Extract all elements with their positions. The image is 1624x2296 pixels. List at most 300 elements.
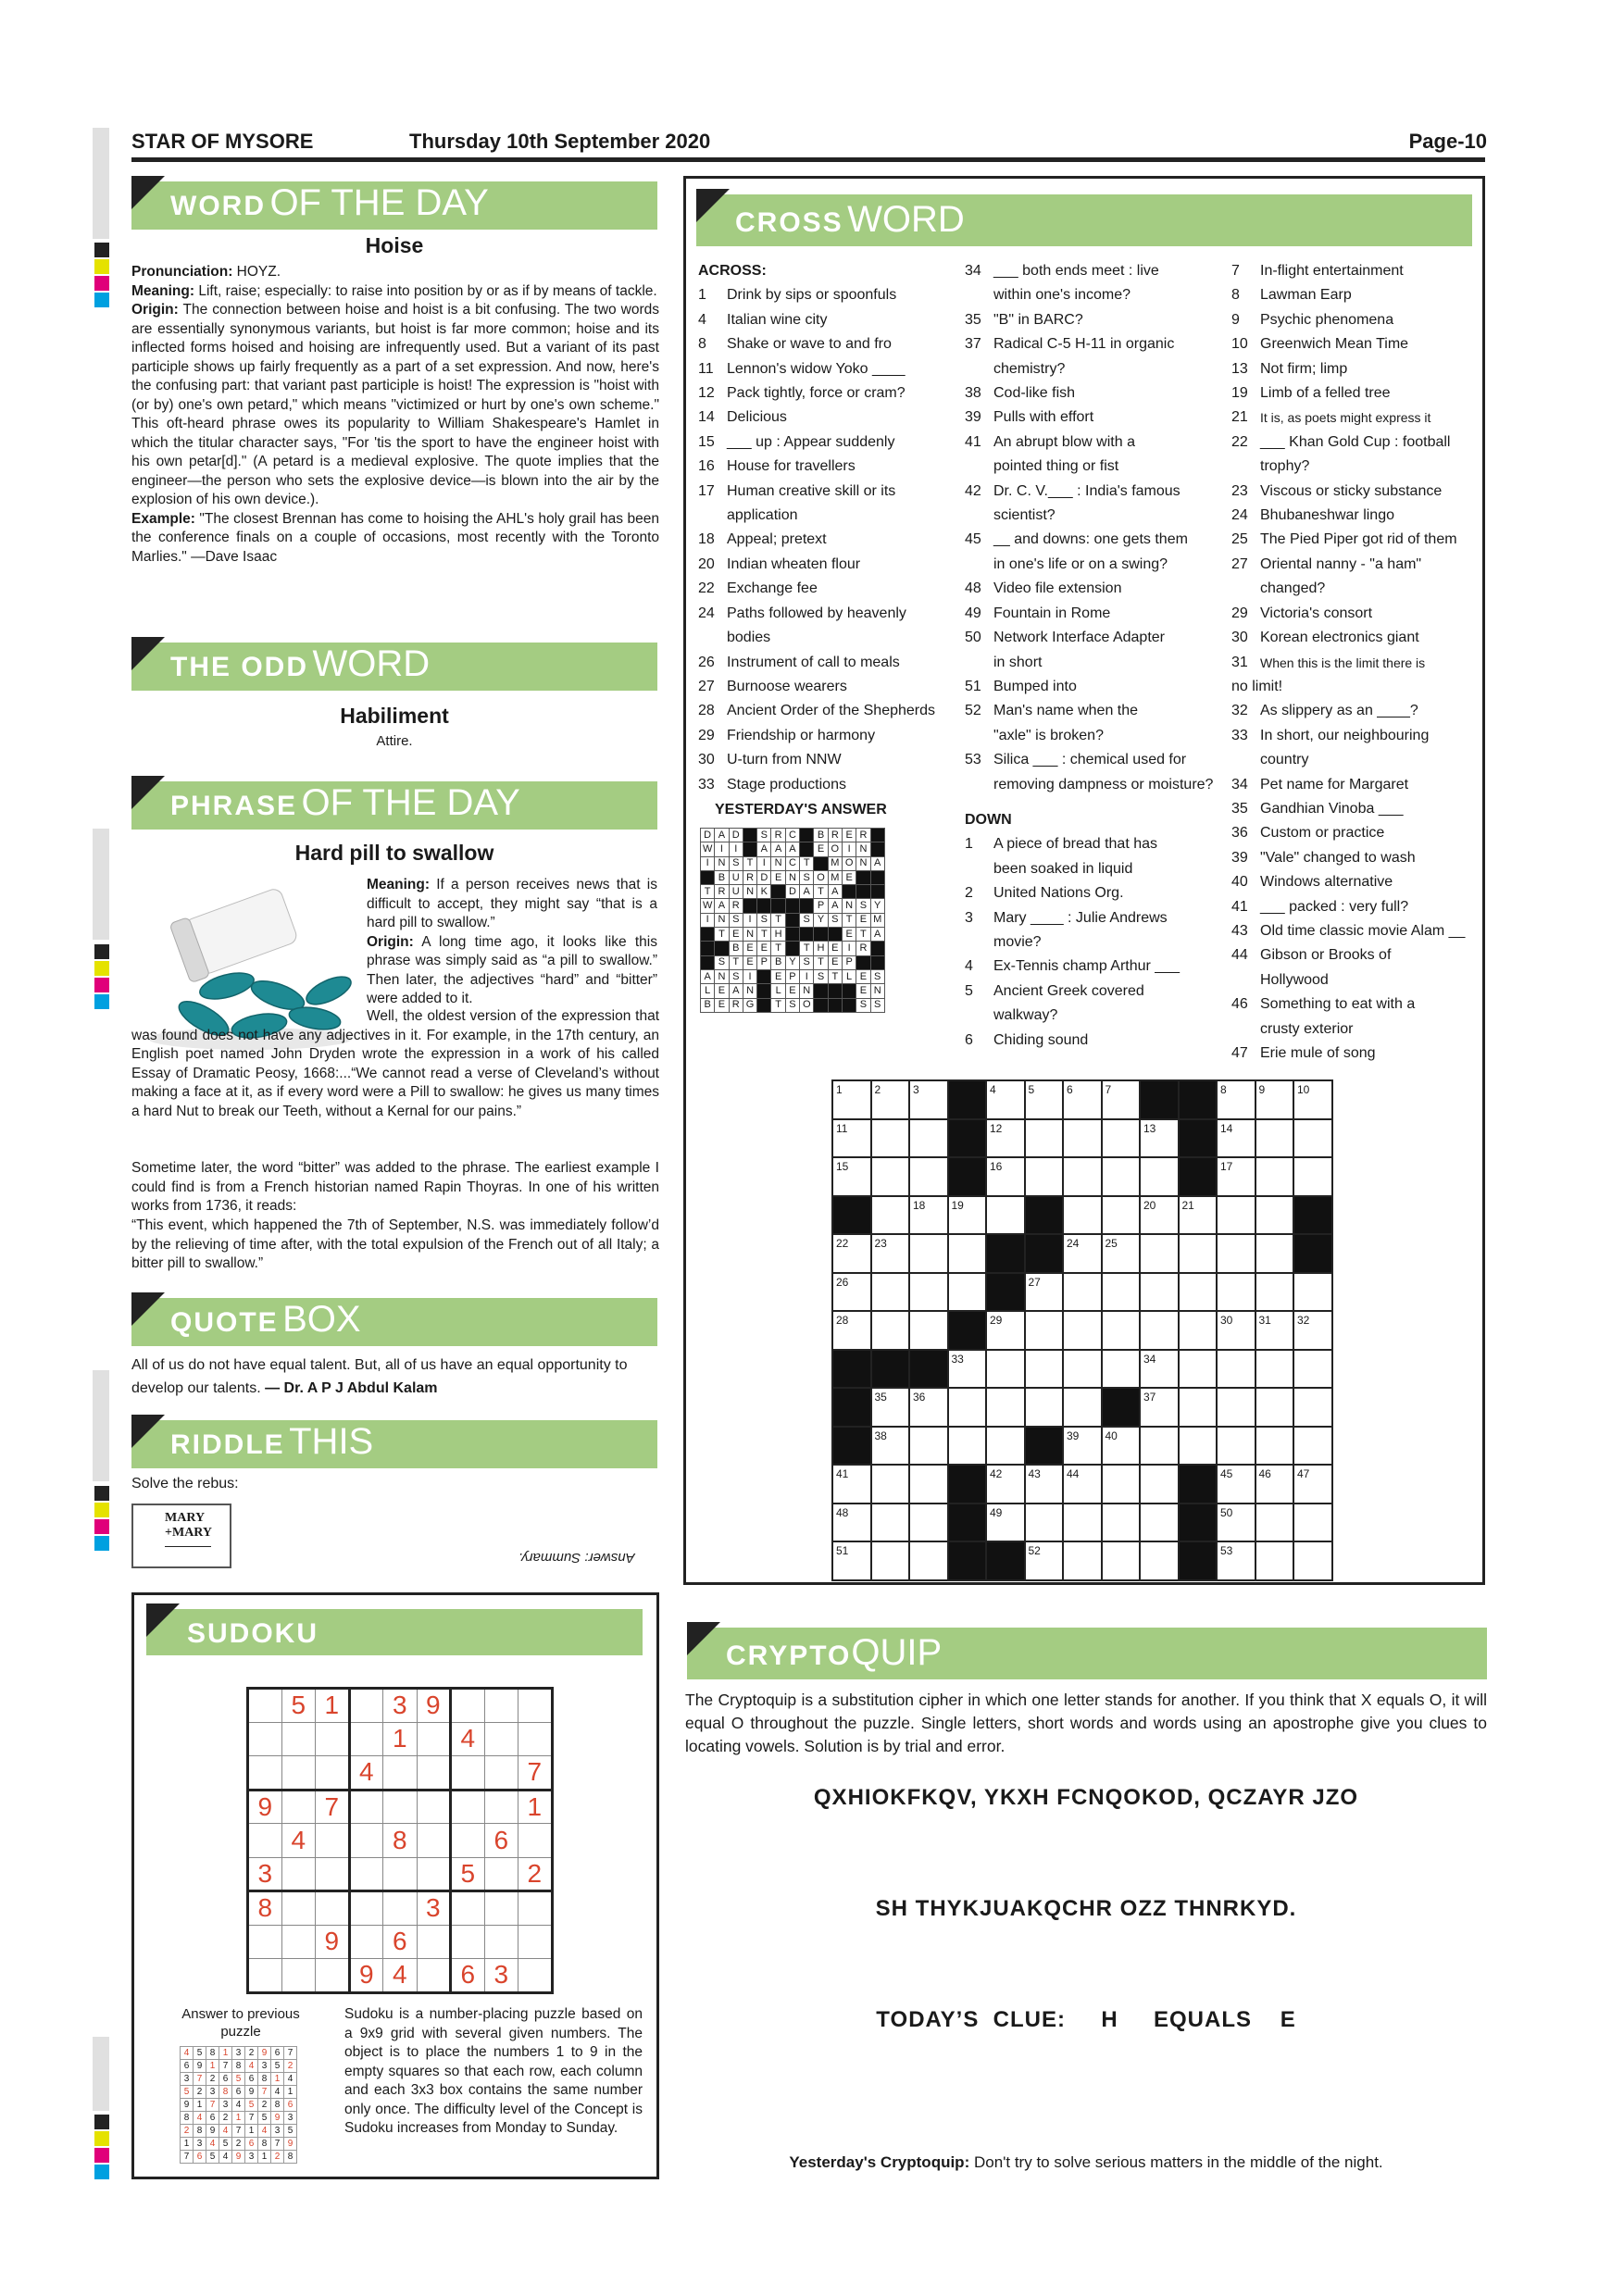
banner-label-small: CRYPTO [726, 1641, 852, 1671]
crossword-cell: 3 [909, 1080, 948, 1119]
black-square [1293, 1196, 1332, 1235]
clue-item [1231, 553, 1481, 577]
answer-black-square [701, 870, 715, 884]
sudoku-prev-cell: 5 [194, 2047, 206, 2060]
crossword-cell [909, 1157, 948, 1196]
clue-item [1231, 1042, 1481, 1066]
crossword-cell [1255, 1119, 1294, 1158]
answer-black-square [814, 856, 828, 870]
sudoku-prev-cell: 5 [206, 2151, 219, 2164]
clue-text: Indian wheaten flour [727, 555, 861, 572]
clue-item [1231, 919, 1481, 943]
clue-item [965, 930, 1220, 955]
across-heading: ACROSS: [698, 263, 767, 279]
answer-black-square [701, 942, 715, 955]
sudoku-cell[interactable] [281, 1925, 316, 1959]
sudoku-cell[interactable]: 3 [248, 1857, 282, 1891]
clue-item [698, 699, 957, 723]
clue-text: Drink by sips or spoonfuls [727, 287, 897, 304]
sudoku-prev-cell: 6 [206, 2112, 219, 2125]
crossword-cell: 22 [832, 1234, 871, 1273]
sudoku-cell[interactable] [248, 1722, 282, 1756]
answer-cell: R [729, 899, 743, 913]
sudoku-cell[interactable]: 3 [417, 1891, 451, 1926]
sudoku-cell[interactable] [417, 1857, 451, 1891]
sudoku-cell[interactable] [484, 1891, 518, 1926]
clue-text: been soaked in liquid [993, 860, 1133, 877]
clue-text: Pack tightly, force or cram? [727, 385, 906, 402]
black-square [832, 1350, 871, 1389]
sudoku-cell[interactable]: 5 [281, 1689, 316, 1723]
crossword-cell: 8 [1217, 1080, 1255, 1119]
paper-name: STAR OF MYSORE [131, 130, 314, 153]
sudoku-cell[interactable] [451, 1756, 485, 1791]
clue-text: Pulls with effort [993, 409, 1094, 426]
sudoku-prev-cell: 2 [284, 2060, 297, 2073]
sudoku-prev-cell: 2 [206, 2073, 219, 2086]
sudoku-cell[interactable]: 1 [316, 1689, 350, 1723]
crossword-cell [1255, 1196, 1294, 1235]
crossword-cell [871, 1119, 910, 1158]
sudoku-prev-cell: 5 [181, 2086, 194, 2099]
answer-cell: C [785, 856, 799, 870]
sudoku-cell[interactable] [484, 1925, 518, 1959]
sudoku-prev-cell: 7 [284, 2047, 297, 2060]
sudoku-cell[interactable] [248, 1959, 282, 1993]
clue-number: 31 [1231, 654, 1248, 670]
sudoku-cell[interactable] [281, 1756, 316, 1791]
sudoku-cell[interactable] [484, 1722, 518, 1756]
sudoku-cell[interactable] [451, 1824, 485, 1858]
word-of-day-word: Hoise [365, 233, 424, 257]
sudoku-cell[interactable]: 6 [451, 1959, 485, 1993]
banner-label-big: WORD [312, 643, 431, 684]
answer-cell: I [729, 842, 743, 856]
answer-black-square [800, 928, 814, 942]
clue-number: 5 [965, 982, 973, 999]
sudoku-cell[interactable]: 5 [451, 1857, 485, 1891]
clue-item [698, 675, 957, 699]
answer-cell: E [828, 955, 842, 969]
sudoku-cell[interactable]: 3 [484, 1959, 518, 1993]
answer-cell: R [856, 942, 870, 955]
sudoku-prev-cell: 7 [232, 2125, 245, 2138]
banner-label-big: WORD [847, 199, 965, 240]
clue-number: 16 [698, 458, 715, 475]
clue-item [1231, 381, 1481, 406]
sudoku-prev-cell: 4 [219, 2125, 232, 2138]
clue-text: ___ both ends meet : live [993, 263, 1159, 279]
sudoku-prev-cell: 4 [271, 2086, 284, 2099]
label: Yesterday's Cryptoquip: [789, 2153, 970, 2171]
sudoku-cell[interactable] [383, 1790, 418, 1824]
clue-text: ___ Khan Gold Cup : football [1260, 433, 1451, 450]
crossword-cell [1217, 1234, 1255, 1273]
answer-cell: Y [814, 913, 828, 927]
sudoku-cell[interactable]: 7 [316, 1790, 350, 1824]
crossword-cell [909, 1465, 948, 1504]
reg-mark-black [94, 243, 109, 257]
crossword-cell [1102, 1196, 1141, 1235]
sudoku-cell[interactable]: 4 [281, 1824, 316, 1858]
clue-number: 53 [965, 752, 981, 768]
sudoku-cell[interactable]: 1 [383, 1722, 418, 1756]
banner-label-small: RIDDLE [170, 1429, 285, 1460]
sudoku-cell[interactable] [281, 1790, 316, 1824]
clue-number: 46 [1231, 996, 1248, 1013]
crossword-cell [1179, 1388, 1218, 1427]
clue-text: Cod-like fish [993, 385, 1076, 402]
sudoku-cell[interactable] [417, 1722, 451, 1756]
clue-item [1231, 577, 1481, 601]
answer-black-square [757, 998, 771, 1012]
clue-text: Radical C-5 H-11 in organic [993, 336, 1175, 353]
sudoku-banner [146, 1609, 643, 1655]
meaning: Lift, raise; especially: to raise into position by or as if by means of tackle. [194, 282, 657, 299]
clue-number: 15 [698, 433, 715, 450]
clue-text: In-flight entertainment [1260, 263, 1404, 279]
sudoku-cell[interactable] [518, 1891, 553, 1926]
crossword-cell: 39 [1063, 1427, 1102, 1466]
sudoku-cell[interactable] [316, 1824, 350, 1858]
crossword-cell: 53 [1217, 1541, 1255, 1580]
clue-text: no limit! [1231, 678, 1283, 694]
black-square [1179, 1119, 1218, 1158]
clue-item [965, 602, 1220, 626]
black-square [832, 1388, 871, 1427]
clue-text: Korean electronics giant [1260, 630, 1419, 646]
crossword-cell [986, 1196, 1025, 1235]
clue-item [698, 553, 957, 577]
sudoku-cell[interactable] [281, 1891, 316, 1926]
sudoku-cell[interactable] [349, 1857, 383, 1891]
answer-cell: N [743, 885, 756, 899]
clue-text: Limb of a felled tree [1260, 385, 1391, 402]
crossword-cell: 33 [948, 1350, 987, 1389]
sudoku-cell[interactable] [451, 1891, 485, 1926]
sudoku-cell[interactable] [417, 1925, 451, 1959]
clue-number: 10 [1231, 336, 1248, 353]
sudoku-cell[interactable] [248, 1925, 282, 1959]
answer-cell: D [701, 829, 715, 842]
sudoku-cell[interactable]: 9 [316, 1925, 350, 1959]
sudoku-prev-cell: 6 [219, 2073, 232, 2086]
answer-cell: N [715, 913, 729, 927]
sudoku-cell[interactable]: 9 [417, 1689, 451, 1723]
crossword-cell [1025, 1157, 1064, 1196]
crossword-cell [1179, 1311, 1218, 1350]
clue-item [698, 724, 957, 748]
sudoku-prev-cell: 5 [245, 2099, 258, 2112]
sudoku-cell[interactable]: 8 [383, 1824, 418, 1858]
sudoku-cell[interactable] [451, 1689, 485, 1723]
crossword-cell [948, 1234, 987, 1273]
sudoku-prev-cell: 8 [258, 2138, 271, 2151]
sudoku-cell[interactable]: 4 [349, 1756, 383, 1791]
sudoku-cell[interactable] [248, 1824, 282, 1858]
sudoku-cell[interactable]: 9 [248, 1790, 282, 1824]
crossword-cell: 50 [1217, 1504, 1255, 1542]
crossword-cell [1025, 1350, 1064, 1389]
clue-item [1231, 308, 1481, 332]
sudoku-cell[interactable]: 4 [383, 1959, 418, 1993]
black-square [1179, 1080, 1218, 1119]
answer-cell: A [701, 969, 715, 983]
clue-number [965, 283, 993, 307]
sudoku-prev-cell: 2 [258, 2099, 271, 2112]
phrase-p3: Sometime later, the word “bitter” was added to the phrase. The earliest example I could find is from a French historian named Rapin Thoyras. In one of his written works from 1736, it reads: [131, 1160, 659, 1214]
crossword-cell [1217, 1427, 1255, 1466]
clue-number: 8 [1231, 287, 1240, 304]
crossword-cell [986, 1350, 1025, 1389]
answer-cell: G [743, 998, 756, 1012]
word-of-day-body [131, 263, 659, 567]
sudoku-prev-cell: 4 [232, 2099, 245, 2112]
sudoku-prev-cell: 2 [181, 2125, 194, 2138]
sudoku-prev-cell: 1 [194, 2099, 206, 2112]
sudoku-cell[interactable]: 2 [518, 1857, 553, 1891]
sudoku-cell[interactable] [281, 1857, 316, 1891]
clue-item [965, 832, 1220, 856]
answer-cell: D [729, 829, 743, 842]
answer-black-square [771, 885, 785, 899]
reg-mark-yellow [94, 1503, 109, 1517]
clue-number: 6 [965, 1031, 973, 1048]
crossword-cell: 14 [1217, 1119, 1255, 1158]
sudoku-cell[interactable]: 1 [518, 1790, 553, 1824]
sudoku-cell[interactable] [484, 1756, 518, 1791]
sudoku-prev-cell: 8 [181, 2112, 194, 2125]
sudoku-cell[interactable] [518, 1824, 553, 1858]
clue-item [965, 906, 1220, 930]
clue-number: 28 [698, 703, 715, 719]
clue-number: 38 [965, 385, 981, 402]
answer-cell: E [856, 913, 870, 927]
answer-cell: N [743, 928, 756, 942]
crossword-cell: 47 [1293, 1465, 1332, 1504]
sudoku-cell[interactable]: 8 [248, 1891, 282, 1926]
sudoku-cell[interactable] [248, 1689, 282, 1723]
sudoku-cell[interactable] [349, 1824, 383, 1858]
clue-number [1231, 748, 1260, 772]
sudoku-cell[interactable]: 9 [349, 1959, 383, 1993]
clue-item [1231, 724, 1481, 748]
sudoku-cell[interactable] [316, 1722, 350, 1756]
clue-text: Mary ____ : Julie Andrews [993, 909, 1168, 926]
clue-number: 42 [965, 482, 981, 499]
clue-text: Human creative skill or its [727, 482, 896, 499]
reg-mark-cyan [94, 1536, 109, 1551]
answer-cell: E [771, 969, 785, 983]
sudoku-cell[interactable] [484, 1689, 518, 1723]
answer-cell: P [785, 969, 799, 983]
answer-black-square [800, 842, 814, 856]
sudoku-cell[interactable] [349, 1689, 383, 1723]
sudoku-cell[interactable] [383, 1857, 418, 1891]
black-square [1025, 1234, 1064, 1273]
answer-cell: P [757, 955, 771, 969]
sudoku-prev-cell: 4 [245, 2060, 258, 2073]
phrase-title: Hard pill to swallow [294, 841, 494, 865]
sudoku-prev-cell: 2 [194, 2086, 206, 2099]
sudoku-cell[interactable]: 6 [383, 1925, 418, 1959]
crossword-cell: 26 [832, 1273, 871, 1312]
sudoku-cell[interactable] [484, 1790, 518, 1824]
crossword-cell [1102, 1273, 1141, 1312]
answer-cell: U [729, 885, 743, 899]
answer-black-square [828, 998, 842, 1012]
sudoku-cell[interactable] [518, 1959, 553, 1993]
sudoku-cell[interactable] [417, 1824, 451, 1858]
sudoku-cell[interactable] [316, 1857, 350, 1891]
crossword-cell: 21 [1179, 1196, 1218, 1235]
rebus-line: MARY [165, 1511, 206, 1525]
clue-number: 41 [965, 433, 981, 450]
answer-black-square [800, 829, 814, 842]
sudoku-prev-cell: 4 [284, 2073, 297, 2086]
crossword-cell [1025, 1388, 1064, 1427]
clue-number [965, 651, 993, 675]
sudoku-cell[interactable] [349, 1925, 383, 1959]
answer-cell: A [715, 899, 729, 913]
answer-cell: E [715, 984, 729, 998]
crossword-cell [1255, 1427, 1294, 1466]
clue-item [965, 699, 1220, 723]
clue-number: 12 [698, 385, 715, 402]
crossword-cell [1025, 1311, 1064, 1350]
clue-item [1231, 602, 1481, 626]
answer-cell: I [842, 942, 856, 955]
sudoku-cell[interactable]: 3 [383, 1689, 418, 1723]
banner-label-big: BOX [282, 1299, 361, 1340]
crossword-grid [831, 1079, 1333, 1581]
sudoku-cell[interactable] [316, 1891, 350, 1926]
answer-cell: E [842, 928, 856, 942]
crossword-cell: 25 [1102, 1234, 1141, 1273]
rebus-line: +MARY [165, 1526, 213, 1540]
clue-text: As slippery as an ____? [1260, 703, 1418, 719]
answer-cell: S [856, 998, 870, 1012]
clue-number [698, 504, 727, 528]
answer-black-square [757, 969, 771, 983]
sudoku-grid [246, 1687, 554, 1994]
sudoku-prev-cell: 1 [206, 2060, 219, 2073]
answer-black-square [701, 955, 715, 969]
sudoku-cell[interactable] [349, 1790, 383, 1824]
crossword-cell [909, 1311, 948, 1350]
clue-item [1231, 357, 1481, 381]
clue-text: Victoria's consort [1260, 605, 1373, 621]
sudoku-prev-cell: 1 [284, 2086, 297, 2099]
clue-number: 1 [698, 287, 706, 304]
clue-number: 34 [1231, 776, 1248, 792]
sudoku-prev-cell: 3 [284, 2112, 297, 2125]
sudoku-prev-cell: 8 [258, 2073, 271, 2086]
sudoku-cell[interactable]: 6 [484, 1824, 518, 1858]
clue-number: 7 [1231, 263, 1240, 279]
sudoku-prev-cell: 9 [245, 2086, 258, 2099]
black-square [1025, 1427, 1064, 1466]
sudoku-prev-cell: 9 [284, 2138, 297, 2151]
clue-number: 29 [698, 727, 715, 743]
crossword-cell [1140, 1541, 1179, 1580]
clue-number: 2 [965, 885, 973, 902]
sudoku-prev-cell: 9 [206, 2125, 219, 2138]
label: Meaning: [131, 282, 195, 299]
clue-item [1231, 430, 1481, 455]
sudoku-cell[interactable] [518, 1925, 553, 1959]
sudoku-cell[interactable] [451, 1925, 485, 1959]
clue-item [1231, 895, 1481, 919]
clue-item [965, 1029, 1220, 1053]
banner-corner [687, 1622, 720, 1655]
sudoku-cell[interactable] [417, 1959, 451, 1993]
black-square [986, 1234, 1025, 1273]
sudoku-cell[interactable]: 4 [451, 1722, 485, 1756]
sudoku-cell[interactable] [518, 1722, 553, 1756]
sudoku-cell[interactable]: 7 [518, 1756, 553, 1791]
clue-number: 9 [1231, 311, 1240, 328]
sudoku-prev-cell: 3 [245, 2151, 258, 2164]
answer-cell: S [800, 955, 814, 969]
sudoku-cell[interactable] [316, 1959, 350, 1993]
sudoku-cell[interactable] [349, 1722, 383, 1756]
clue-number: 20 [698, 555, 715, 572]
answer-cell: B [729, 942, 743, 955]
sudoku-cell[interactable] [316, 1756, 350, 1791]
clue-text: ___ up : Appear suddenly [727, 433, 895, 450]
sudoku-cell[interactable] [417, 1756, 451, 1791]
answer-cell: P [842, 955, 856, 969]
clue-item [1231, 1017, 1481, 1042]
answer-cell: N [842, 899, 856, 913]
sudoku-cell[interactable] [349, 1891, 383, 1926]
sudoku-cell[interactable] [281, 1959, 316, 1993]
clue-text: "axle" is broken? [993, 727, 1104, 743]
sudoku-cell[interactable] [451, 1790, 485, 1824]
sudoku-cell[interactable] [484, 1857, 518, 1891]
crossword-cell [1063, 1350, 1102, 1389]
clue-item [1231, 406, 1481, 430]
crossword-cell [1293, 1273, 1332, 1312]
answer-cell: S [785, 998, 799, 1012]
answer-black-square [870, 942, 884, 955]
answer-cell: T [701, 885, 715, 899]
clue-item [965, 724, 1220, 748]
sudoku-cell[interactable] [518, 1689, 553, 1723]
clue-number: 22 [1231, 433, 1248, 450]
crossword-cell [1102, 1465, 1141, 1504]
sudoku-cell[interactable] [383, 1756, 418, 1791]
answer-cell: R [743, 870, 756, 884]
black-square [948, 1465, 987, 1504]
sudoku-cell[interactable] [383, 1891, 418, 1926]
sudoku-cell[interactable] [248, 1756, 282, 1791]
banner-corner [131, 1292, 165, 1326]
clue-item [698, 504, 957, 528]
answer-cell: E [729, 928, 743, 942]
banner-label-small: CROSS [735, 207, 843, 238]
clue-text: Bhubaneshwar lingo [1260, 507, 1394, 524]
sudoku-cell[interactable] [417, 1790, 451, 1824]
black-square [1179, 1465, 1218, 1504]
banner-label-small: THE ODD [170, 652, 308, 682]
answer-cell: T [715, 928, 729, 942]
crossword-cell: 13 [1140, 1119, 1179, 1158]
crossword-cell: 12 [986, 1119, 1025, 1158]
crossword-cell: 43 [1025, 1465, 1064, 1504]
sudoku-cell[interactable] [281, 1722, 316, 1756]
